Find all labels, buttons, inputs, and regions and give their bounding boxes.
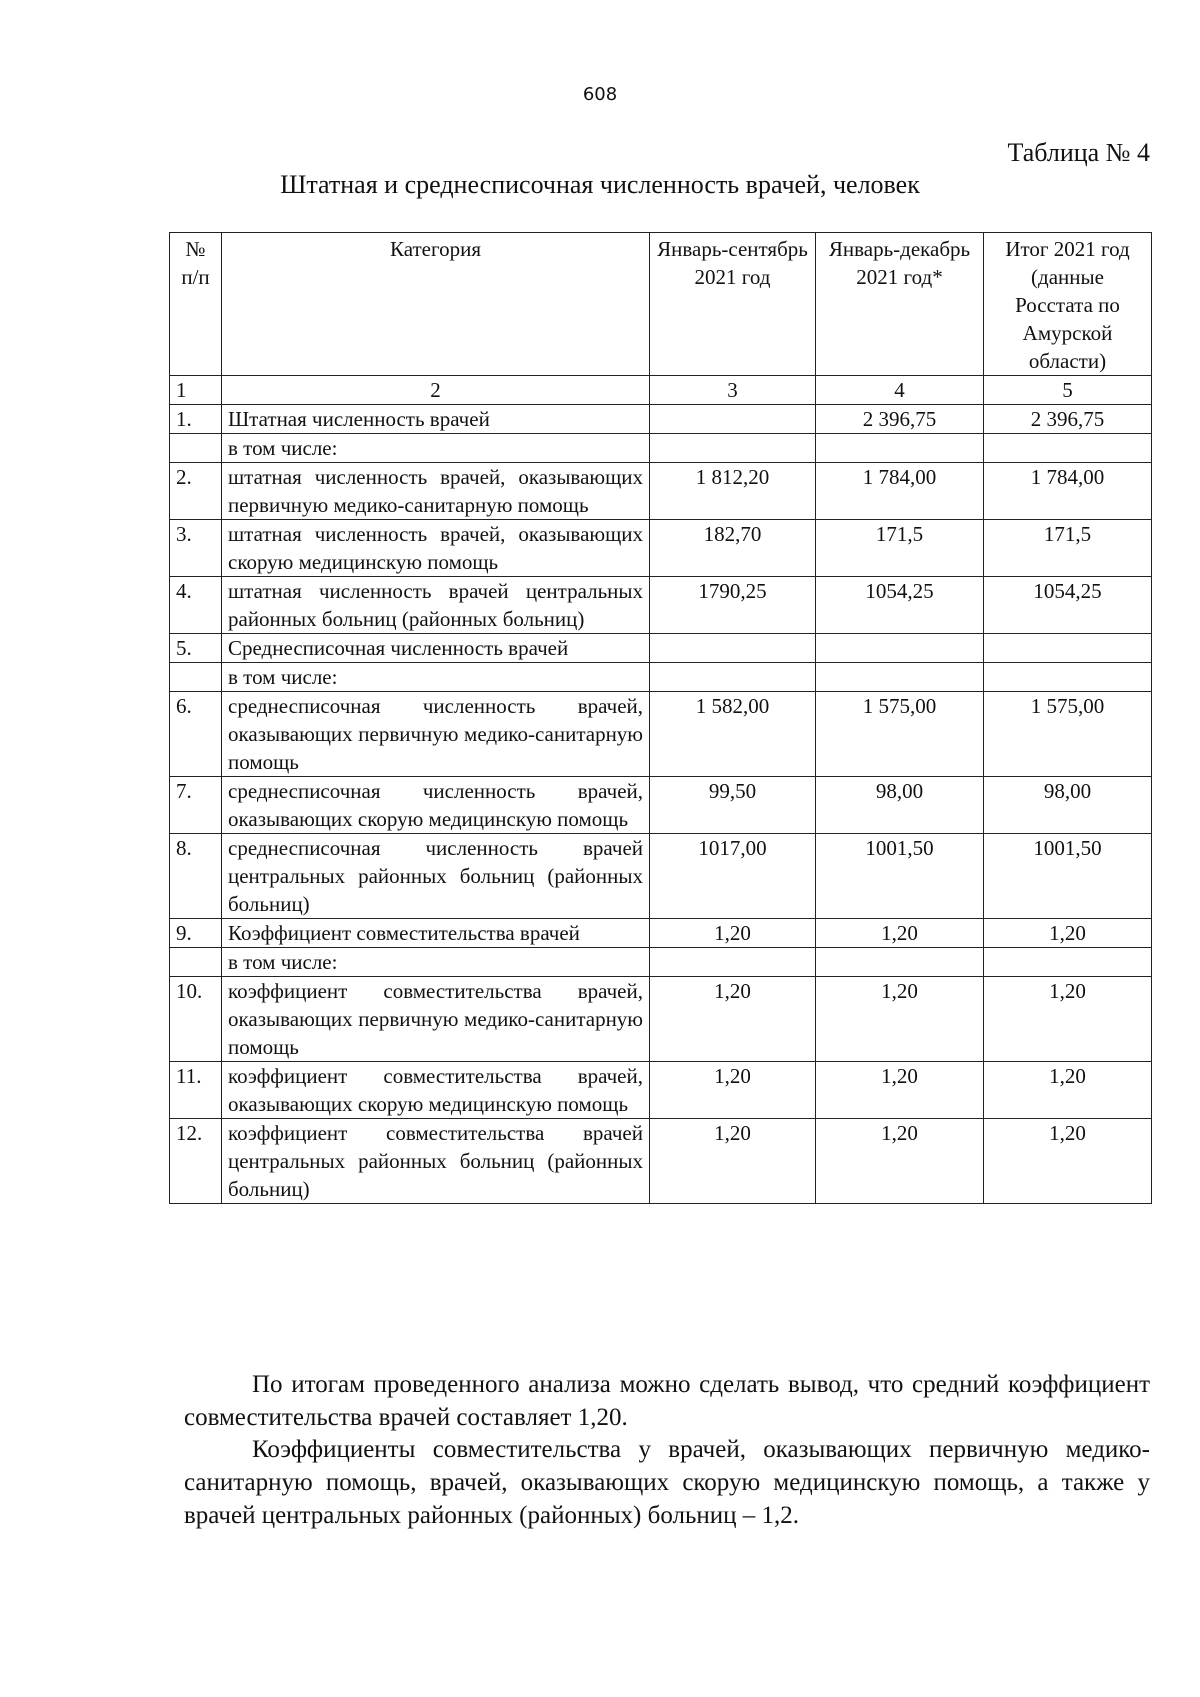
row-total-value (984, 948, 1152, 977)
row-category-cell: Коэффициент совместительства врачей (222, 919, 650, 948)
row-category-cell: штатная численность врачей центральных районных больниц (районных больниц) (222, 577, 650, 634)
row-jan-sep-value (650, 663, 816, 692)
index-cell: 1 (170, 376, 222, 405)
row-category-cell: коэффициент совместительства врачей, оказывающих первичную медико-санитарную помощь (222, 977, 650, 1062)
row-category-cell: среднесписочная численность врачей, оказывающих первичную медико-санитарную помощь (222, 692, 650, 777)
index-cell: 4 (816, 376, 984, 405)
row-category-cell: штатная численность врачей, оказывающих скорую медицинскую помощь (222, 520, 650, 577)
table-row (170, 1062, 1152, 1119)
table-row (170, 948, 1152, 977)
row-number-cell: 11. (170, 1062, 222, 1119)
header-total-rosstat: Итог 2021 год (данные Росстата по Амурской области) (984, 233, 1152, 376)
table-body (170, 376, 1152, 1204)
row-number-cell: 1. (170, 405, 222, 434)
table-row (170, 520, 1152, 577)
row-jan-dec-value: 2 396,75 (816, 405, 984, 434)
row-total-value: 1054,25 (984, 577, 1152, 634)
row-jan-dec-value (816, 434, 984, 463)
table-header-row (170, 233, 1152, 376)
row-category-cell: в том числе: (222, 948, 650, 977)
row-jan-dec-value: 1,20 (816, 1119, 984, 1204)
row-category-cell: в том числе: (222, 663, 650, 692)
row-jan-dec-value: 98,00 (816, 777, 984, 834)
row-jan-sep-value: 99,50 (650, 777, 816, 834)
row-number-cell: 2. (170, 463, 222, 520)
table-row (170, 577, 1152, 634)
row-total-value: 1 784,00 (984, 463, 1152, 520)
index-cell: 3 (650, 376, 816, 405)
table-row (170, 834, 1152, 919)
row-jan-sep-value (650, 634, 816, 663)
row-number-cell (170, 663, 222, 692)
row-jan-dec-value: 1 575,00 (816, 692, 984, 777)
row-jan-sep-value: 1,20 (650, 977, 816, 1062)
row-category-cell: Штатная численность врачей (222, 405, 650, 434)
table-row (170, 977, 1152, 1062)
conclusion-paragraph: По итогам проведенного анализа можно сделать вывод, что средний коэффициент совместительства врачей составляет 1,20. (184, 1371, 1150, 1431)
row-total-value (984, 663, 1152, 692)
table-row (170, 692, 1152, 777)
row-total-value: 1,20 (984, 1119, 1152, 1204)
row-jan-dec-value: 171,5 (816, 520, 984, 577)
row-category-cell: среднесписочная численность врачей центральных районных больниц (районных больниц) (222, 834, 650, 919)
row-number-cell: 9. (170, 919, 222, 948)
row-number-cell (170, 434, 222, 463)
row-category-cell: коэффициент совместительства врачей центральных районных больниц (районных больниц) (222, 1119, 650, 1204)
row-category-cell: Среднесписочная численность врачей (222, 634, 650, 663)
row-jan-sep-value: 1790,25 (650, 577, 816, 634)
row-jan-dec-value (816, 634, 984, 663)
page-number: 608 (582, 84, 618, 105)
table-title: Штатная и среднесписочная численность врачей, человек (280, 170, 920, 199)
index-cell: 5 (984, 376, 1152, 405)
header-category: Категория (222, 233, 650, 376)
header-jan-sep: Январь-сентябрь 2021 год (650, 233, 816, 376)
row-jan-sep-value: 1017,00 (650, 834, 816, 919)
row-jan-dec-value: 1,20 (816, 977, 984, 1062)
row-jan-sep-value: 1 582,00 (650, 692, 816, 777)
row-total-value: 1,20 (984, 919, 1152, 948)
row-number-cell: 7. (170, 777, 222, 834)
row-jan-dec-value: 1001,50 (816, 834, 984, 919)
row-number-cell: 8. (170, 834, 222, 919)
row-jan-dec-value (816, 948, 984, 977)
row-number-cell: 5. (170, 634, 222, 663)
row-total-value: 2 396,75 (984, 405, 1152, 434)
row-jan-sep-value: 1,20 (650, 1119, 816, 1204)
row-jan-sep-value (650, 434, 816, 463)
table-row (170, 634, 1152, 663)
staffing-table (169, 232, 1152, 1204)
row-total-value: 1,20 (984, 977, 1152, 1062)
row-total-value: 1 575,00 (984, 692, 1152, 777)
row-category-cell: коэффициент совместительства врачей, оказывающих скорую медицинскую помощь (222, 1062, 650, 1119)
table-row (170, 663, 1152, 692)
header-number: № п/п (170, 233, 222, 376)
row-total-value: 171,5 (984, 520, 1152, 577)
table-label: Таблица № 4 (1007, 138, 1150, 167)
coefficients-paragraph: Коэффициенты совместительства у врачей, оказывающих первичную медико-санитарную помощь, врачей, оказывающих скорую медицинскую помощь, а также у врачей центральных районных (районных) больниц – 1,2. (184, 1436, 1150, 1529)
row-jan-dec-value: 1,20 (816, 1062, 984, 1119)
table-row (170, 463, 1152, 520)
row-number-cell (170, 948, 222, 977)
row-jan-dec-value: 1054,25 (816, 577, 984, 634)
row-jan-sep-value: 1,20 (650, 919, 816, 948)
table-row (170, 919, 1152, 948)
row-category-cell: штатная численность врачей, оказывающих первичную медико-санитарную помощь (222, 463, 650, 520)
row-jan-dec-value: 1 784,00 (816, 463, 984, 520)
table-row (170, 434, 1152, 463)
table-row (170, 777, 1152, 834)
table-row (170, 1119, 1152, 1204)
row-category-cell: среднесписочная численность врачей, оказывающих скорую медицинскую помощь (222, 777, 650, 834)
row-total-value: 1,20 (984, 1062, 1152, 1119)
header-jan-dec: Январь-декабрь 2021 год* (816, 233, 984, 376)
row-number-cell: 12. (170, 1119, 222, 1204)
table-row (170, 405, 1152, 434)
row-jan-sep-value: 1 812,20 (650, 463, 816, 520)
row-total-value: 98,00 (984, 777, 1152, 834)
row-category-cell: в том числе: (222, 434, 650, 463)
row-number-cell: 10. (170, 977, 222, 1062)
row-total-value (984, 434, 1152, 463)
row-jan-sep-value: 182,70 (650, 520, 816, 577)
row-number-cell: 4. (170, 577, 222, 634)
row-jan-sep-value (650, 948, 816, 977)
row-number-cell: 6. (170, 692, 222, 777)
row-total-value (984, 634, 1152, 663)
row-total-value: 1001,50 (984, 834, 1152, 919)
column-index-row (170, 376, 1152, 405)
row-jan-sep-value (650, 405, 816, 434)
row-number-cell: 3. (170, 520, 222, 577)
row-jan-dec-value: 1,20 (816, 919, 984, 948)
row-jan-sep-value: 1,20 (650, 1062, 816, 1119)
index-cell: 2 (222, 376, 650, 405)
row-jan-dec-value (816, 663, 984, 692)
